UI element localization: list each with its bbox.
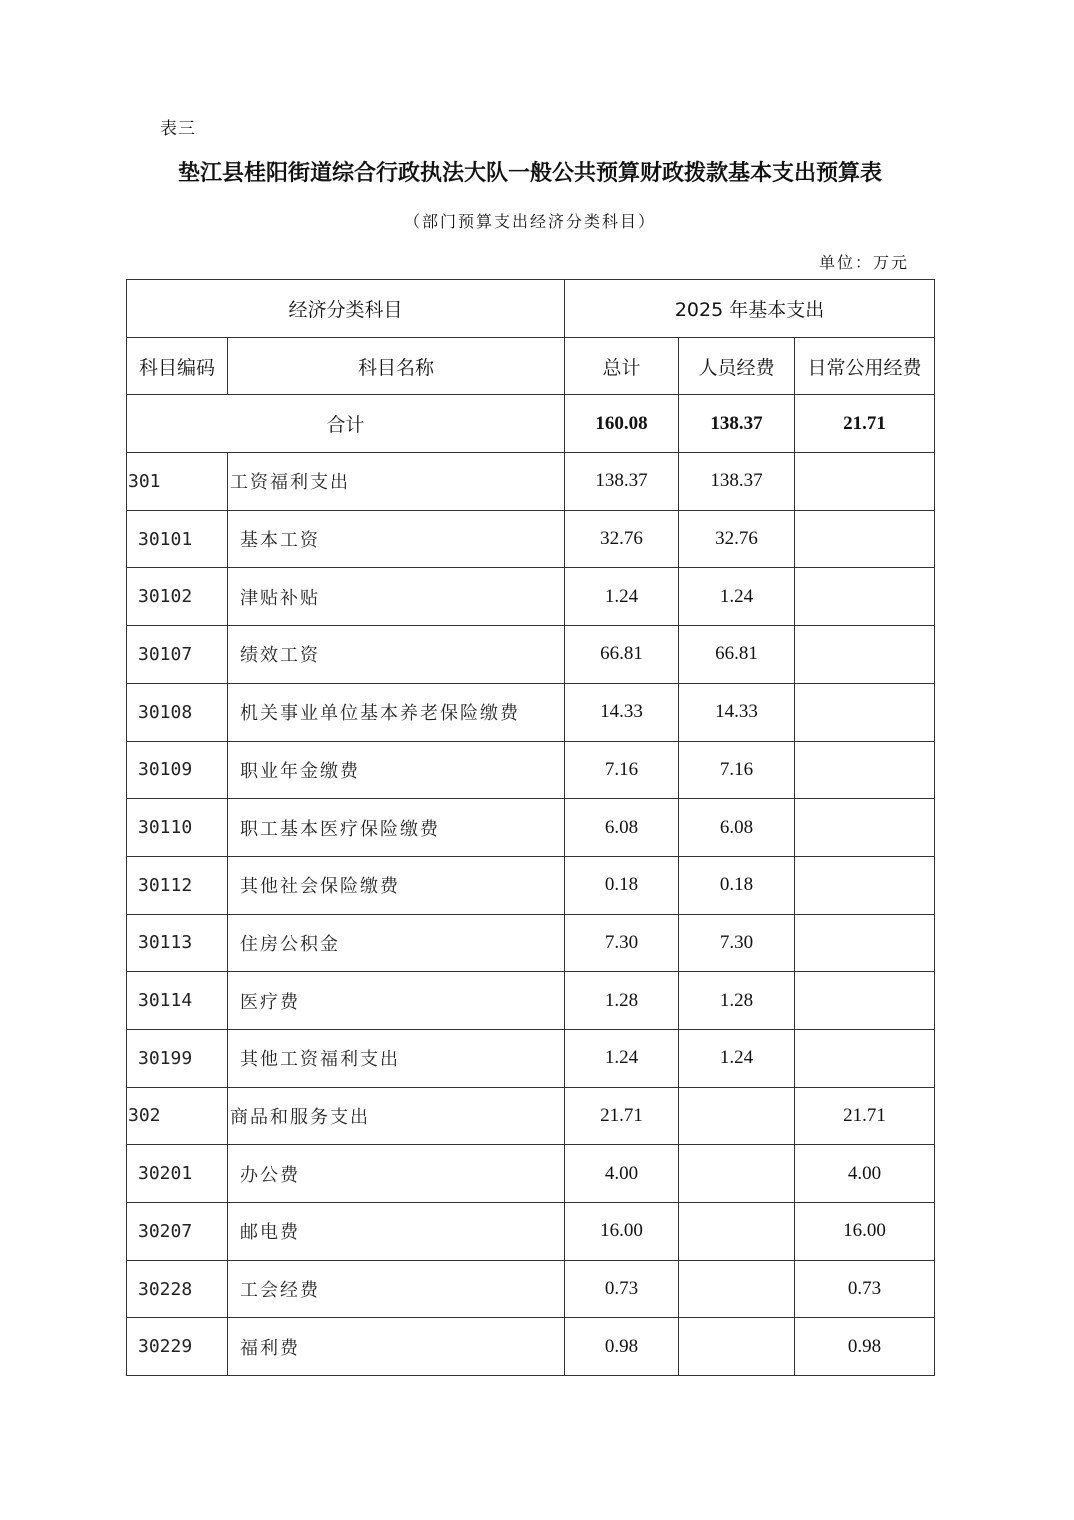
row-code: 30228	[127, 1260, 228, 1318]
table-label: 表三	[160, 119, 196, 139]
table-row	[127, 914, 935, 972]
row-daily: 16.00	[795, 1203, 935, 1261]
row-code: 30101	[127, 510, 228, 568]
row-name: 其他工资福利支出	[228, 1029, 565, 1087]
row-code: 30207	[127, 1203, 228, 1261]
row-total: 1.24	[565, 568, 679, 626]
table-row	[127, 856, 935, 914]
table-row	[127, 1145, 935, 1203]
row-daily: 4.00	[795, 1145, 935, 1203]
row-total: 21.71	[565, 1087, 679, 1145]
total-sum: 160.08	[565, 395, 679, 453]
row-code: 30102	[127, 568, 228, 626]
header-economic-category: 经济分类科目	[127, 280, 565, 338]
page-title: 垫江县桂阳街道综合行政执法大队一般公共预算财政拨款基本支出预算表	[177, 160, 882, 186]
row-personnel	[679, 1260, 795, 1318]
row-code: 30114	[127, 972, 228, 1030]
table-row	[127, 1203, 935, 1261]
row-personnel: 66.81	[679, 626, 795, 684]
row-personnel: 1.24	[679, 1029, 795, 1087]
row-code: 30109	[127, 741, 228, 799]
row-personnel: 7.30	[679, 914, 795, 972]
row-total: 32.76	[565, 510, 679, 568]
row-daily	[795, 683, 935, 741]
header-personnel: 人员经费	[679, 337, 795, 395]
row-personnel: 7.16	[679, 741, 795, 799]
table-row	[127, 972, 935, 1030]
row-code: 30110	[127, 799, 228, 857]
row-personnel	[679, 1087, 795, 1145]
row-name: 医疗费	[228, 972, 565, 1030]
row-total: 6.08	[565, 799, 679, 857]
row-daily	[795, 453, 935, 511]
row-personnel: 32.76	[679, 510, 795, 568]
row-personnel: 6.08	[679, 799, 795, 857]
row-total: 0.18	[565, 856, 679, 914]
row-total: 7.16	[565, 741, 679, 799]
row-name: 机关事业单位基本养老保险缴费	[228, 683, 565, 741]
row-total: 14.33	[565, 683, 679, 741]
row-total: 16.00	[565, 1203, 679, 1261]
row-personnel: 14.33	[679, 683, 795, 741]
total-personnel: 138.37	[679, 395, 795, 453]
row-total: 7.30	[565, 914, 679, 972]
row-daily	[795, 510, 935, 568]
row-personnel: 138.37	[679, 453, 795, 511]
table-row	[127, 510, 935, 568]
header-code: 科目编码	[127, 337, 228, 395]
row-total: 1.28	[565, 972, 679, 1030]
table-row	[127, 1087, 935, 1145]
row-personnel: 1.24	[679, 568, 795, 626]
header-total: 总计	[565, 337, 679, 395]
table-row	[127, 1029, 935, 1087]
row-total: 0.73	[565, 1260, 679, 1318]
row-daily	[795, 799, 935, 857]
row-personnel	[679, 1318, 795, 1376]
header-daily: 日常公用经费	[795, 337, 935, 395]
row-personnel: 1.28	[679, 972, 795, 1030]
row-daily	[795, 972, 935, 1030]
row-name: 工会经费	[228, 1260, 565, 1318]
row-name: 绩效工资	[228, 626, 565, 684]
row-daily	[795, 626, 935, 684]
row-daily	[795, 1029, 935, 1087]
row-code: 30107	[127, 626, 228, 684]
row-daily	[795, 856, 935, 914]
row-total: 4.00	[565, 1145, 679, 1203]
row-code: 30108	[127, 683, 228, 741]
table-row	[127, 453, 935, 511]
table-row	[127, 1318, 935, 1376]
budget-table	[126, 279, 935, 1376]
row-name: 住房公积金	[228, 914, 565, 972]
header-row-group	[127, 280, 935, 338]
row-total: 1.24	[565, 1029, 679, 1087]
row-daily: 21.71	[795, 1087, 935, 1145]
row-total: 0.98	[565, 1318, 679, 1376]
table-row	[127, 683, 935, 741]
page-subtitle: （部门预算支出经济分类科目）	[403, 212, 656, 231]
row-code: 30113	[127, 914, 228, 972]
row-name: 职工基本医疗保险缴费	[228, 799, 565, 857]
total-row	[127, 395, 935, 453]
table-row	[127, 626, 935, 684]
row-name: 商品和服务支出	[228, 1087, 565, 1145]
row-code: 301	[127, 453, 228, 511]
row-name: 其他社会保险缴费	[228, 856, 565, 914]
table-row	[127, 1260, 935, 1318]
header-name: 科目名称	[228, 337, 565, 395]
row-total: 66.81	[565, 626, 679, 684]
row-daily	[795, 741, 935, 799]
row-daily: 0.98	[795, 1318, 935, 1376]
row-name: 津贴补贴	[228, 568, 565, 626]
row-name: 基本工资	[228, 510, 565, 568]
row-code: 302	[127, 1087, 228, 1145]
row-daily: 0.73	[795, 1260, 935, 1318]
row-personnel	[679, 1145, 795, 1203]
row-code: 30112	[127, 856, 228, 914]
row-name: 职业年金缴费	[228, 741, 565, 799]
row-personnel	[679, 1203, 795, 1261]
total-daily: 21.71	[795, 395, 935, 453]
unit-label: 单位：万元	[819, 253, 910, 272]
header-basic-expenditure: 2025 年基本支出	[565, 280, 935, 338]
row-personnel: 0.18	[679, 856, 795, 914]
row-name: 福利费	[228, 1318, 565, 1376]
row-name: 邮电费	[228, 1203, 565, 1261]
row-daily	[795, 568, 935, 626]
row-name: 办公费	[228, 1145, 565, 1203]
row-daily	[795, 914, 935, 972]
table-row	[127, 568, 935, 626]
row-code: 30201	[127, 1145, 228, 1203]
total-label: 合计	[127, 395, 565, 453]
header-row-columns	[127, 337, 935, 395]
row-name: 工资福利支出	[228, 453, 565, 511]
row-code: 30199	[127, 1029, 228, 1087]
row-code: 30229	[127, 1318, 228, 1376]
table-row	[127, 799, 935, 857]
table-row	[127, 741, 935, 799]
row-total: 138.37	[565, 453, 679, 511]
